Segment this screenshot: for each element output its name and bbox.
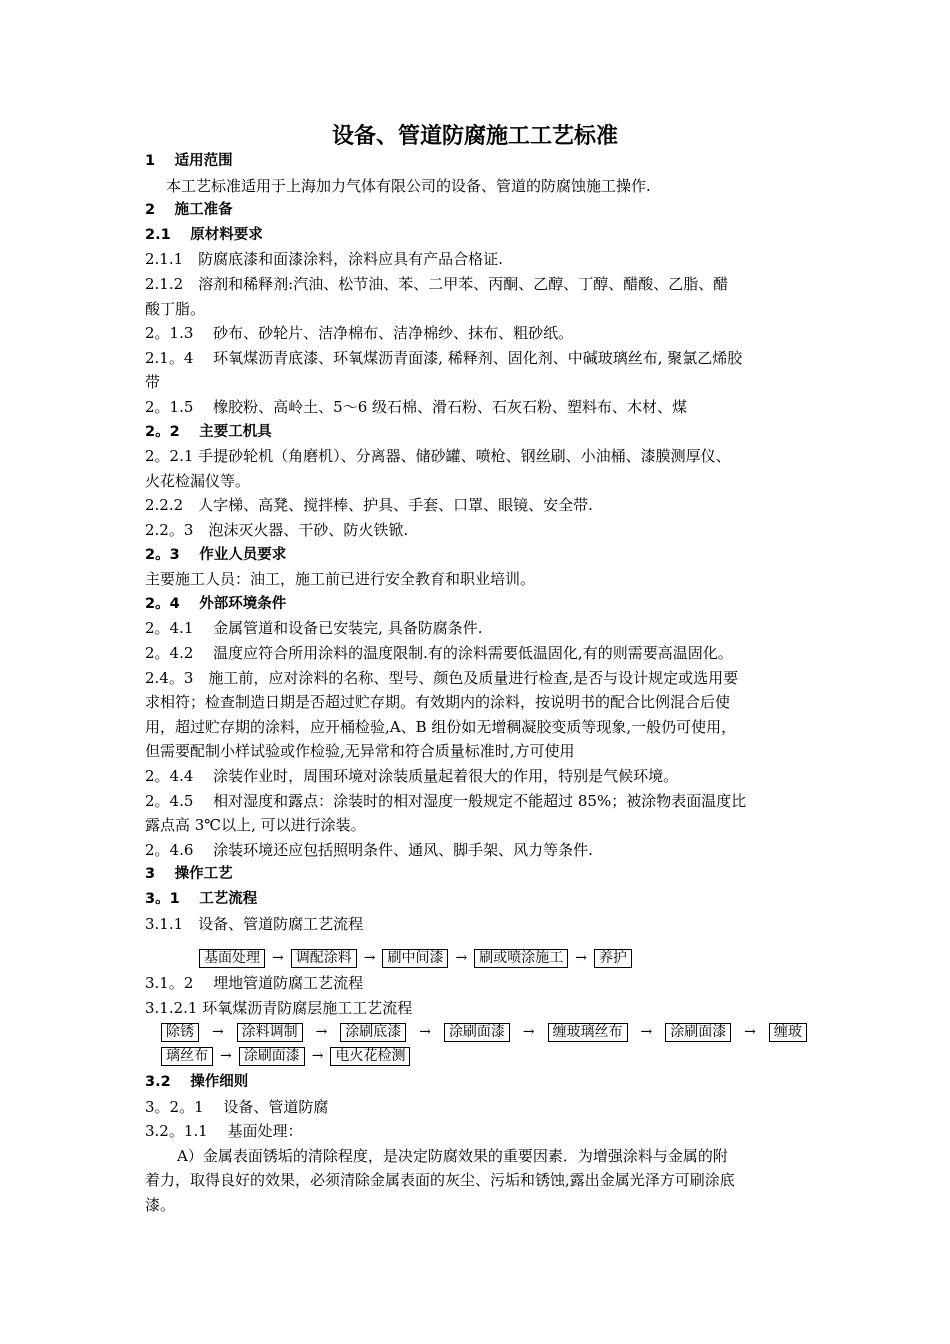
arrow-right-icon: → [744, 1024, 756, 1040]
section-heading: 3.2 操作细则 [145, 1074, 249, 1090]
text-line: 2。4.6 涂装环境还应包括照明条件、通风、脚手架、风力等条件. [145, 840, 593, 859]
text-line: 漆。 [145, 1196, 176, 1214]
text-line: 2。4.1 金属管道和设备已安装完, 具备防腐条件. [145, 619, 483, 638]
text-line: 2.2.2 人字梯、高凳、搅拌棒、护具、手套、口罩、眼镜、安全带. [145, 496, 593, 515]
text-line: 2.1.1 防腐底漆和面漆涂料，涂料应具有产品合格证. [145, 250, 503, 269]
arrow-right-icon: → [640, 1024, 653, 1040]
document-title: 设备、管道防腐施工工艺标准 [331, 124, 618, 149]
text-line: 3.2。1.1 基面处理： [145, 1122, 303, 1141]
text-line: 2。2.1 手提砂轮机（角磨机）、分离器、储砂罐、喷枪、钢丝刷、小油桶、漆膜测厚仪、 [145, 447, 731, 466]
text-line: 3.1.1 设备、管道防腐工艺流程 [145, 914, 364, 933]
flow-step: 涂料调制 [237, 1023, 303, 1042]
section-heading: 2。3 作业人员要求 [145, 546, 287, 563]
arrow-right-icon: → [363, 950, 376, 966]
text-line: 3.1.2.1 环氧煤沥青防腐层施工工艺流程 [145, 998, 413, 1017]
arrow-right-icon: → [575, 950, 587, 966]
text-line: 带 [145, 373, 161, 392]
arrow-right-icon: → [315, 1024, 328, 1040]
text-line: 火花检漏仪等。 [145, 471, 251, 490]
flow-step: 除锈 [161, 1023, 199, 1042]
text-line: A）金属表面锈垢的清除程度，是决定防腐效果的重要因素．为增强涂料与金属的附 [177, 1146, 728, 1165]
text-line: 2。4.4 涂装作业时，周围环境对涂装质量起着很大的作用，特别是气候环境。 [145, 767, 679, 785]
text-line: 2。4.5 相对湿度和露点：涂装时的相对湿度一般规定不能超过 85%；被涂物表面温度比 [145, 791, 747, 810]
flow-step: 刷或喷涂施工 [474, 949, 568, 968]
section-heading: 3。1 工艺流程 [145, 891, 258, 907]
section-heading: 1 适用范围 [145, 153, 233, 169]
flow-step: 电火花检测 [330, 1047, 410, 1066]
arrow-right-icon: → [220, 1048, 232, 1064]
section-heading: 3 操作工艺 [145, 866, 233, 883]
arrow-right-icon: → [419, 1024, 431, 1040]
flow-step: 涂刷面漆 [665, 1023, 731, 1042]
arrow-right-icon: → [455, 950, 468, 966]
flow-step: 涂刷面漆 [444, 1023, 510, 1042]
flow-step: 缠玻璃丝布 [548, 1023, 628, 1042]
flow-step: 璃丝布 [161, 1047, 213, 1066]
flow-step: 养护 [594, 949, 632, 968]
text-line: 2.1。4 环氧煤沥青底漆、环氧煤沥青面漆, 稀释剂、固化剂、中碱玻璃丝布, 聚氯乙烯胶 [145, 348, 743, 367]
text-line: 2.2。3 泡沫灭火器、干砂、防火铁锨. [145, 521, 409, 539]
arrow-right-icon: → [522, 1024, 535, 1040]
section-heading: 2.1 原材料要求 [145, 226, 263, 243]
text-line: 露点高 3℃以上, 可以进行涂装。 [145, 816, 366, 835]
flow-step: 涂刷面漆 [239, 1047, 305, 1066]
flow-step: 刷中间漆 [382, 949, 448, 968]
process-flow-buried-row2 [160, 1044, 411, 1068]
text-line: 但需要配制小样试验或作检验,无异常和符合质量标准时,方可使用 [145, 742, 575, 761]
flow-step: 调配涂料 [291, 949, 357, 968]
section-heading: 2。4 外部环境条件 [145, 595, 287, 612]
flow-step: 缠玻 [769, 1023, 807, 1042]
section-heading: 2。2 主要工机具 [145, 423, 272, 440]
arrow-right-icon: → [311, 1048, 324, 1064]
text-line: 酸丁脂。 [145, 299, 206, 318]
text-line: 3。2。1 设备、管道防腐 [145, 1097, 329, 1116]
arrow-right-icon: → [272, 950, 284, 966]
process-flow-equipment [198, 946, 633, 970]
text-line: 求相符；检查制造日期是否超过贮存期。有效期内的涂料，按说明书的配合比例混合后使 [145, 693, 731, 712]
flow-step: 基面处理 [199, 949, 265, 968]
section-heading: 2 施工准备 [145, 202, 233, 219]
text-line: 2。1.5 橡胶粉、高岭土、5～6 级石棉、滑石粉、石灰石粉、塑料布、木材、煤 [145, 398, 688, 416]
text-line: 2。4.2 温度应符合所用涂料的温度限制.有的涂料需要低温固化,有的则需要高温固化。 [145, 644, 733, 662]
text-line: 本工艺标准适用于上海加力气体有限公司的设备、管道的防腐蚀施工操作. [166, 176, 651, 195]
process-flow-buried-row1 [160, 1020, 808, 1044]
arrow-right-icon: → [211, 1024, 224, 1040]
text-line: 2.1.2 溶剂和稀释剂:汽油、松节油、苯、二甲苯、丙酮、乙醇、丁醇、醋酸、乙脂、醋 [145, 275, 729, 293]
text-line: 2。1.3 砂布、砂轮片、洁净棉布、洁净棉纱、抹布、粗砂纸。 [145, 324, 574, 343]
flow-step: 涂刷底漆 [340, 1023, 406, 1042]
text-line: 主要施工人员：油工，施工前已进行安全教育和职业培训。 [145, 570, 536, 589]
text-line: 3.1。2 埋地管道防腐工艺流程 [145, 974, 364, 992]
text-line: 2.4。3 施工前，应对涂料的名称、型号、颜色及质量进行检查,是否与设计规定或选用要 [145, 668, 739, 687]
text-line: 用，超过贮存期的涂料，应开桶检验,A、B 组份如无增稠凝胶变质等现象,一般仍可使用， [145, 717, 737, 736]
text-line: 着力，取得良好的效果，必须清除金属表面的灰尘、污垢和锈蚀,露出金属光泽方可刷涂底 [145, 1171, 735, 1190]
